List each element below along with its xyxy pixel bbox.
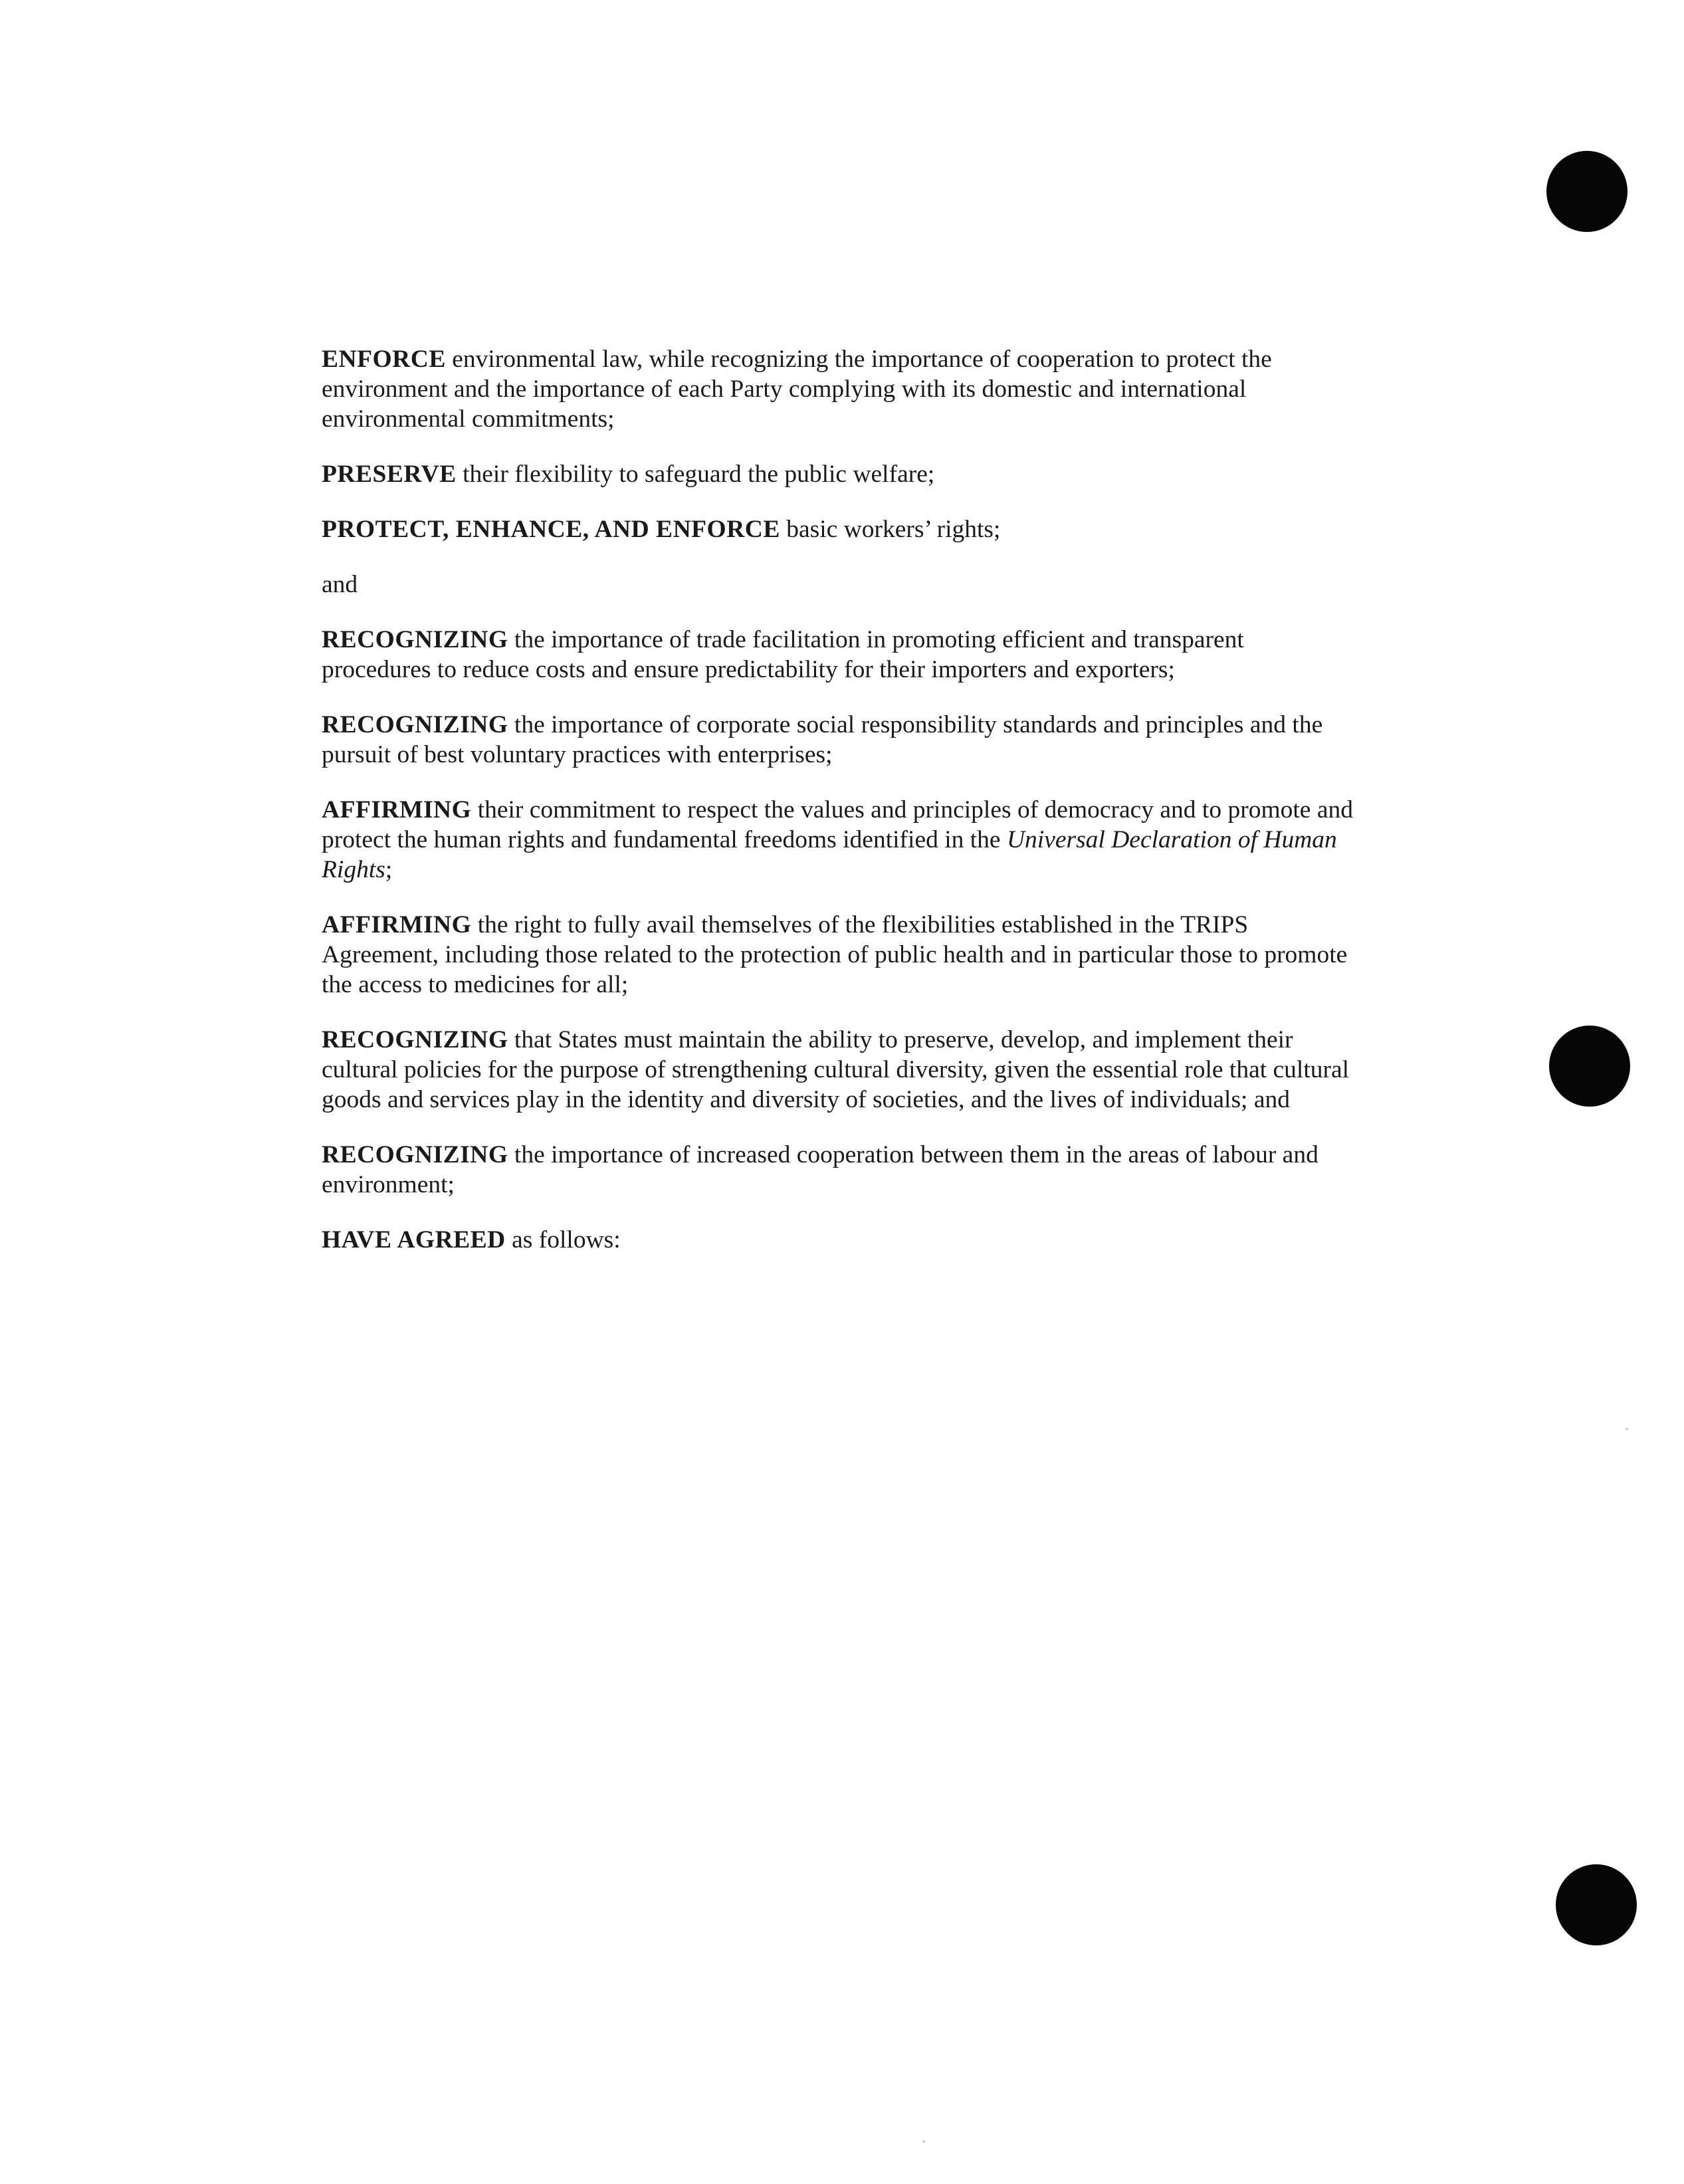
paragraph-and <box>322 570 1358 600</box>
paragraph-recognizing-culture <box>322 1025 1358 1115</box>
paragraph-body: environmental law, while recognizing the importance of cooperation to protect the environment and the importance of each Party complying with its domestic and international environmental commitments; <box>322 346 1272 433</box>
paragraph-lead: ENFORCE <box>322 346 446 373</box>
paragraph-body: their flexibility to safeguard the public welfare; <box>456 461 935 488</box>
paragraph-body: the importance of trade facilitation in promoting efficient and transparent procedures to reduce costs and ensure predictability for their importers and exporters; <box>322 626 1244 683</box>
paragraph-lead: AFFIRMING <box>322 911 472 938</box>
scan-speck <box>1626 1428 1628 1430</box>
paragraph-lead: RECOGNIZING <box>322 626 508 653</box>
paragraph-italic-title: Universal Declaration of Human Rights <box>322 826 1337 883</box>
binder-hole-middle <box>1549 1026 1630 1107</box>
paragraph-lead: PROTECT, ENHANCE, AND ENFORCE <box>322 516 780 543</box>
paragraph-lead: RECOGNIZING <box>322 1141 508 1168</box>
paragraph-recognizing-trade <box>322 625 1358 685</box>
paragraph-recognizing-cooperation <box>322 1140 1358 1200</box>
paragraph-affirming-trips <box>322 910 1358 1000</box>
paragraph-have-agreed <box>322 1225 1358 1255</box>
paragraph-body: the importance of increased cooperation between them in the areas of labour and environment; <box>322 1141 1318 1198</box>
paragraph-body: and <box>322 571 358 598</box>
binder-hole-bottom <box>1556 1864 1637 1945</box>
paragraph-body: basic workers’ rights; <box>780 516 1001 543</box>
paragraph-enforce <box>322 344 1358 434</box>
paragraph-lead: HAVE AGREED <box>322 1226 506 1254</box>
paragraph-lead: PRESERVE <box>322 461 457 488</box>
preamble-text <box>322 344 1358 1280</box>
paragraph-lead: RECOGNIZING <box>322 1026 508 1053</box>
paragraph-lead: RECOGNIZING <box>322 711 508 738</box>
paragraph-body: their commitment to respect the values and principles of democracy and to promote and protect the human rights and fundamental freedoms identified in the <box>322 796 1353 853</box>
paragraph-body: that States must maintain the ability to preserve, develop, and implement their cultural policies for the purpose of strengthening cultural diversity, given the essential role that cultural goods and services play in the identity and diversity of societies, and the lives of individuals; and <box>322 1026 1350 1113</box>
paragraph-protect <box>322 514 1358 544</box>
paragraph-body: as follows: <box>505 1226 621 1254</box>
paragraph-body: the importance of corporate social responsibility standards and principles and the pursuit of best voluntary practices with enterprises; <box>322 711 1323 768</box>
paragraph-lead: AFFIRMING <box>322 796 472 823</box>
paragraph-preserve <box>322 459 1358 489</box>
scan-speck <box>922 2140 925 2143</box>
paragraph-affirming-democracy <box>322 795 1358 885</box>
binder-hole-top <box>1546 151 1628 232</box>
paragraph-tail: ; <box>385 856 393 883</box>
paragraph-recognizing-csr <box>322 710 1358 770</box>
paragraph-body: the right to fully avail themselves of the flexibilities established in the TRIPS Agreement, including those related to the protection of public health and in particular those to promote the access to medicines for all; <box>322 911 1348 998</box>
